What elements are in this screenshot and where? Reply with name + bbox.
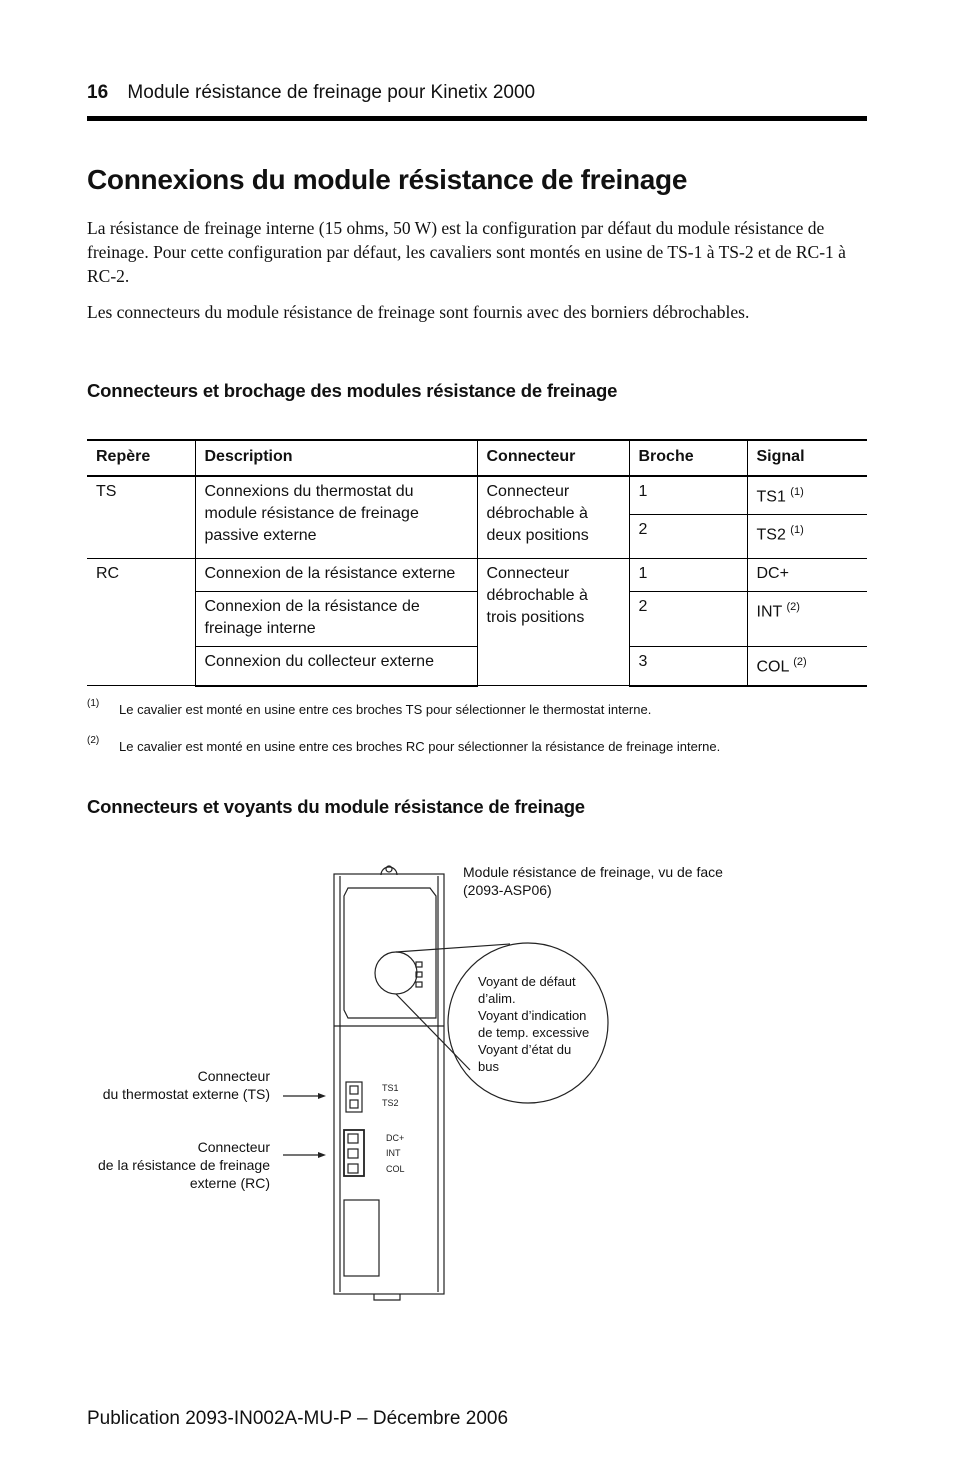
cell-description: Connexion de la résistance externe bbox=[195, 559, 477, 592]
upper-window bbox=[344, 888, 436, 1018]
ts-pin-label: TS1 bbox=[382, 1083, 399, 1093]
rc-pin-label: INT bbox=[386, 1148, 401, 1158]
footnote-mark: (2) bbox=[87, 735, 100, 746]
mounting-tab bbox=[381, 867, 397, 875]
overtemp-led bbox=[416, 972, 422, 977]
cell-repere-rc: RC bbox=[87, 559, 195, 686]
footnote-text: Le cavalier est monté en usine entre ces broches TS pour sélectionner le thermostat interne. bbox=[119, 702, 652, 717]
header-title: Module résistance de freinage pour Kinetix 2000 bbox=[127, 82, 536, 103]
rc-pin-label: DC+ bbox=[386, 1133, 405, 1143]
ts-connector-label: Connecteur bbox=[197, 1068, 270, 1084]
signal-name: COL bbox=[756, 658, 789, 676]
cell-description: Connexion de la résistance de freinage interne bbox=[195, 592, 477, 647]
rc-terminal bbox=[348, 1134, 358, 1143]
module-caption: Module résistance de freinage, vu de face bbox=[463, 864, 723, 880]
led-callout-text: de temp. excessive bbox=[478, 1025, 590, 1040]
cell-connecteur-rc: Connecteur débrochable à trois positions bbox=[477, 559, 629, 686]
cell-broche: 2 bbox=[629, 592, 747, 647]
rc-terminal bbox=[348, 1164, 358, 1173]
footnote-mark: (1) bbox=[87, 698, 100, 709]
ts-connector bbox=[346, 1082, 362, 1112]
header-rule bbox=[87, 116, 867, 121]
ts-connector-label: du thermostat externe (TS) bbox=[102, 1086, 270, 1102]
rc-connector-label: externe (RC) bbox=[189, 1175, 270, 1191]
led-callout-text: d’alim. bbox=[478, 991, 516, 1006]
rc-connector bbox=[344, 1130, 364, 1176]
header-connecteur: Connecteur bbox=[477, 440, 629, 476]
cell-connecteur-ts: Connecteur débrochable à deux positions bbox=[477, 476, 629, 559]
led-callout-text: Voyant de défaut bbox=[478, 974, 576, 989]
rc-connector-label: Connecteur bbox=[197, 1139, 270, 1155]
cell-broche: 1 bbox=[629, 559, 747, 592]
rc-arrow-head bbox=[318, 1152, 326, 1158]
led-callout-circle bbox=[448, 943, 608, 1103]
table-row bbox=[87, 559, 867, 592]
header-repere: Repère bbox=[87, 440, 195, 476]
footnote-text: Le cavalier est monté en usine entre ces broches RC pour sélectionner la résistance de freinage interne. bbox=[119, 739, 721, 754]
header-signal: Signal bbox=[747, 440, 867, 476]
cell-signal bbox=[747, 476, 867, 515]
mounting-hole bbox=[386, 866, 392, 872]
callout-line bbox=[396, 994, 470, 1070]
led-callout-text: bus bbox=[478, 1059, 499, 1074]
signal-name: TS2 bbox=[756, 526, 786, 544]
cell-broche: 3 bbox=[629, 647, 747, 686]
page-header bbox=[87, 82, 867, 104]
ts-terminal bbox=[350, 1086, 358, 1094]
ts-terminal bbox=[350, 1100, 358, 1108]
rc-pin-label: COL bbox=[386, 1164, 405, 1174]
cell-description: Connexion du collecteur externe bbox=[195, 647, 477, 686]
led-callout-text: Voyant d’état du bbox=[478, 1042, 572, 1057]
table-title: Connecteurs et brochage des modules résistance de freinage bbox=[87, 380, 618, 401]
cell-signal bbox=[747, 647, 867, 686]
signal-name: TS1 bbox=[756, 488, 786, 506]
page-number: 16 bbox=[87, 82, 109, 103]
rc-connector-label: de la résistance de freinage bbox=[98, 1157, 270, 1173]
cell-broche: 2 bbox=[629, 515, 747, 559]
header-description: Description bbox=[195, 440, 477, 476]
table-header-row bbox=[87, 440, 867, 476]
led-zoom-marker bbox=[375, 952, 417, 994]
led-callout-text: Voyant d’indication bbox=[478, 1008, 587, 1023]
footnote-ref: (2) bbox=[786, 601, 800, 614]
cell-signal bbox=[747, 515, 867, 559]
cell-signal bbox=[747, 592, 867, 647]
label-plate bbox=[344, 1200, 379, 1276]
cell-description-ts: Connexions du thermostat du module résistance de freinage passive externe bbox=[195, 476, 477, 559]
bus-status-led bbox=[416, 982, 422, 987]
fault-led bbox=[416, 962, 422, 967]
footnote-ref: (1) bbox=[790, 524, 804, 537]
cell-repere-ts: TS bbox=[87, 476, 195, 559]
module-caption: (2093-ASP06) bbox=[463, 882, 552, 898]
signal-name: DC+ bbox=[756, 565, 789, 583]
figure-title: Connecteurs et voyants du module résistance de freinage bbox=[87, 796, 585, 817]
callout-line bbox=[396, 944, 510, 952]
section-title: Connexions du module résistance de freinage bbox=[87, 164, 688, 195]
header-broche: Broche bbox=[629, 440, 747, 476]
ts-pin-label: TS2 bbox=[382, 1098, 399, 1108]
module-body bbox=[334, 874, 444, 1294]
bottom-tab bbox=[374, 1294, 400, 1300]
ts-arrow-head bbox=[318, 1093, 326, 1099]
pinout-table bbox=[87, 439, 867, 687]
connector-paragraph: Les connecteurs du module résistance de freinage sont fournis avec des borniers débrochables. bbox=[87, 302, 750, 322]
cell-signal bbox=[747, 559, 867, 592]
footnote-ref: (1) bbox=[790, 486, 804, 498]
cell-broche: 1 bbox=[629, 476, 747, 515]
rc-terminal bbox=[348, 1149, 358, 1158]
table-row bbox=[87, 476, 867, 515]
page-footer: Publication 2093-IN002A-MU-P – Décembre 2006 bbox=[87, 1408, 509, 1429]
signal-name: INT bbox=[756, 603, 782, 621]
footnote-ref: (2) bbox=[793, 656, 807, 669]
intro-paragraph: La résistance de freinage interne (15 ohms, 50 W) est la configuration par défaut du module résistance de freinage. Pour cette configuration par défaut, les cavaliers sont montés en usine de TS-1 à TS-2 et de RC-1 à RC-2. bbox=[87, 218, 846, 286]
